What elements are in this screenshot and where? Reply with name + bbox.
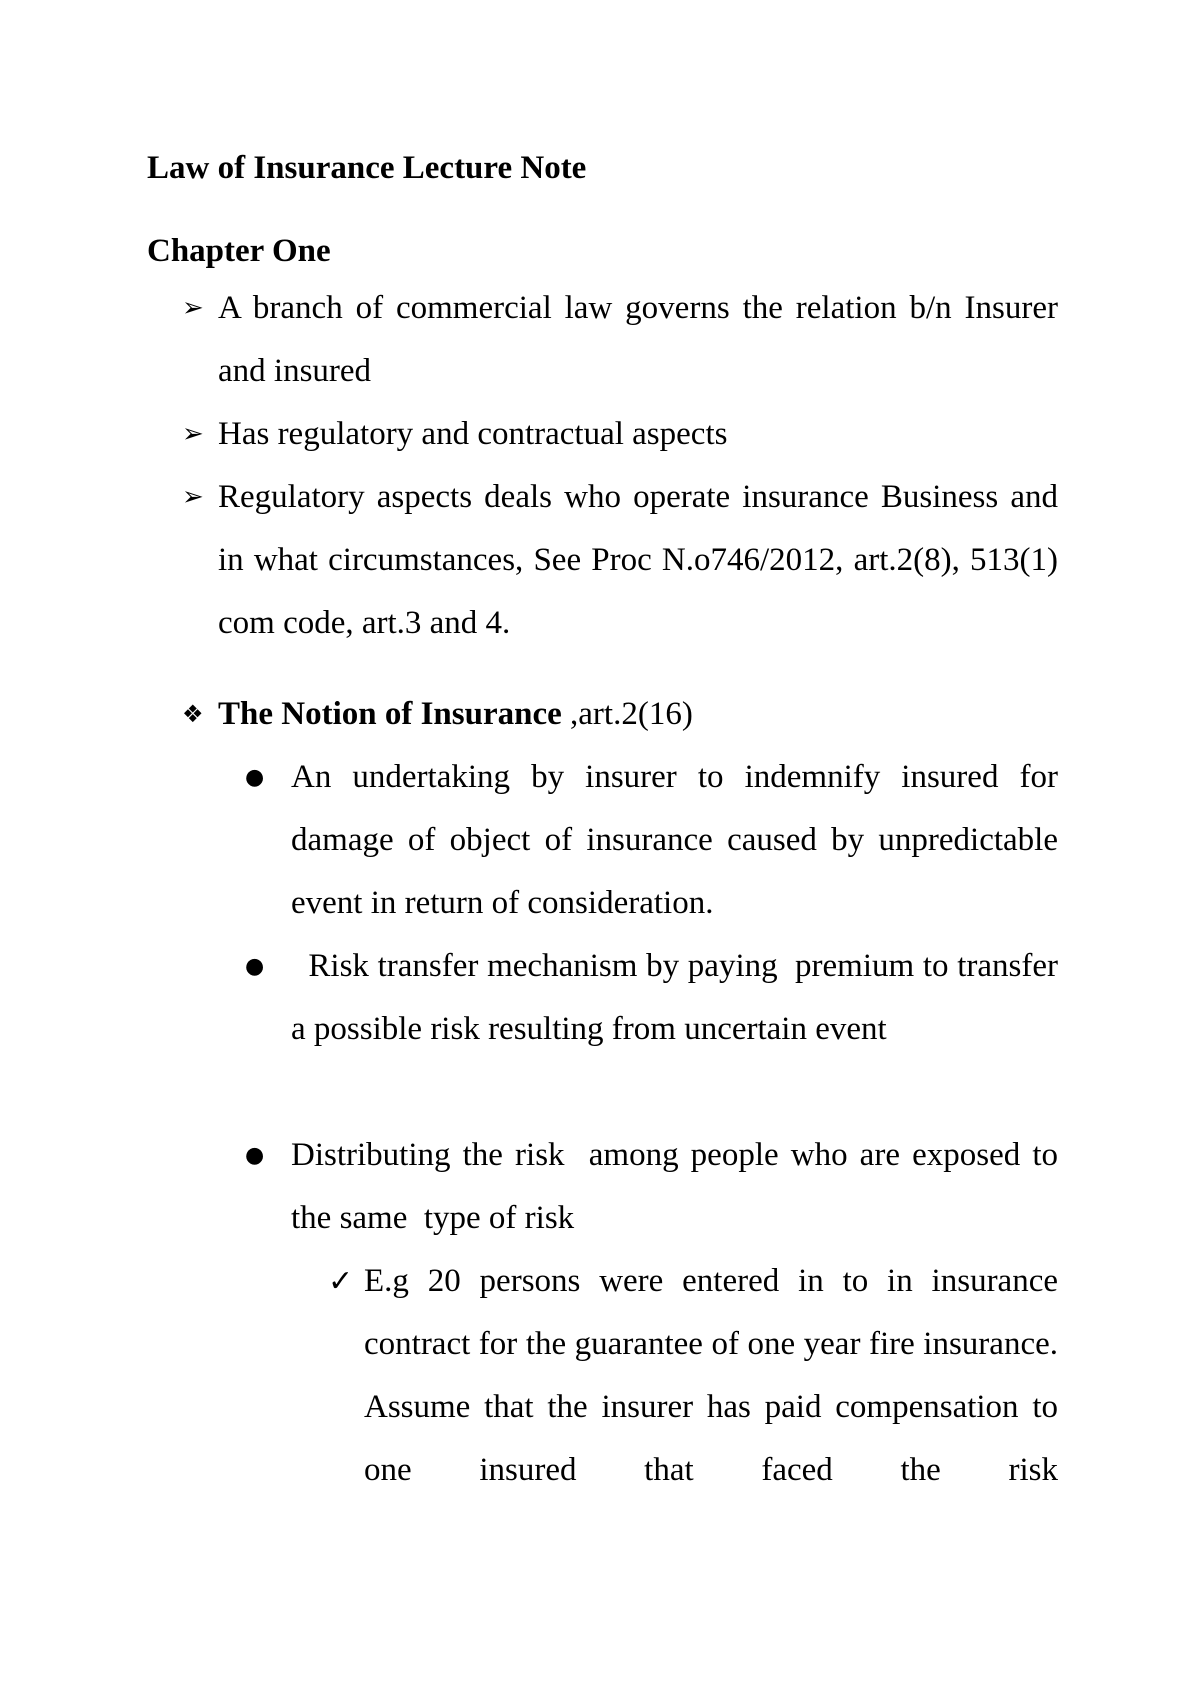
list-item-text: Risk transfer mechanism by paying premium to transfer a possible risk resulting from uncertain event bbox=[291, 948, 1067, 1047]
list-item-text: Distributing the risk among people who are exposed to the same type of risk bbox=[291, 1137, 1067, 1236]
list-item bbox=[182, 277, 1058, 403]
list-item bbox=[328, 1250, 1058, 1502]
check-bullet-icon: ✓ bbox=[328, 1264, 354, 1299]
list-item-text: An undertaking by insurer to indemnify insured for damage of object of insurance caused by unpredictable event in return of consideration. bbox=[291, 759, 1058, 921]
section-heading-reference: ,art.2(16) bbox=[561, 696, 693, 732]
list-item bbox=[182, 403, 1058, 466]
round-bullet-icon: ● bbox=[245, 765, 265, 790]
diamond-bullet-icon: ❖ bbox=[182, 700, 204, 728]
list-item bbox=[245, 1124, 1067, 1250]
list-item-text: A branch of commercial law governs the relation b/n Insurer and insured bbox=[218, 290, 1058, 389]
chapter-title: Chapter One bbox=[147, 233, 331, 269]
arrow-bullet-icon: ➢ bbox=[182, 293, 204, 323]
round-bullet-icon: ● bbox=[245, 954, 265, 979]
document-title: Law of Insurance Lecture Note bbox=[147, 150, 587, 186]
arrow-bullet-icon: ➢ bbox=[182, 482, 204, 512]
list-item bbox=[245, 935, 1067, 1061]
section-heading bbox=[182, 683, 1058, 746]
list-item-text: Has regulatory and contractual aspects bbox=[218, 416, 728, 452]
list-item-text: E.g 20 persons were entered in to in insurance contract for the guarantee of one year fire insurance. Assume that the insurer has paid compensation to one insured that faced the risk bbox=[364, 1263, 1058, 1488]
list-item bbox=[245, 746, 1058, 935]
round-bullet-icon: ● bbox=[245, 1143, 265, 1168]
section-heading-title: The Notion of Insurance bbox=[218, 696, 562, 732]
list-item bbox=[182, 466, 1058, 655]
arrow-bullet-icon: ➢ bbox=[182, 419, 204, 449]
list-item-text: Regulatory aspects deals who operate insurance Business and in what circumstances, See Proc N.o746/2012, art.2(8), 513(1) com code, art.3 and 4. bbox=[218, 479, 1058, 641]
